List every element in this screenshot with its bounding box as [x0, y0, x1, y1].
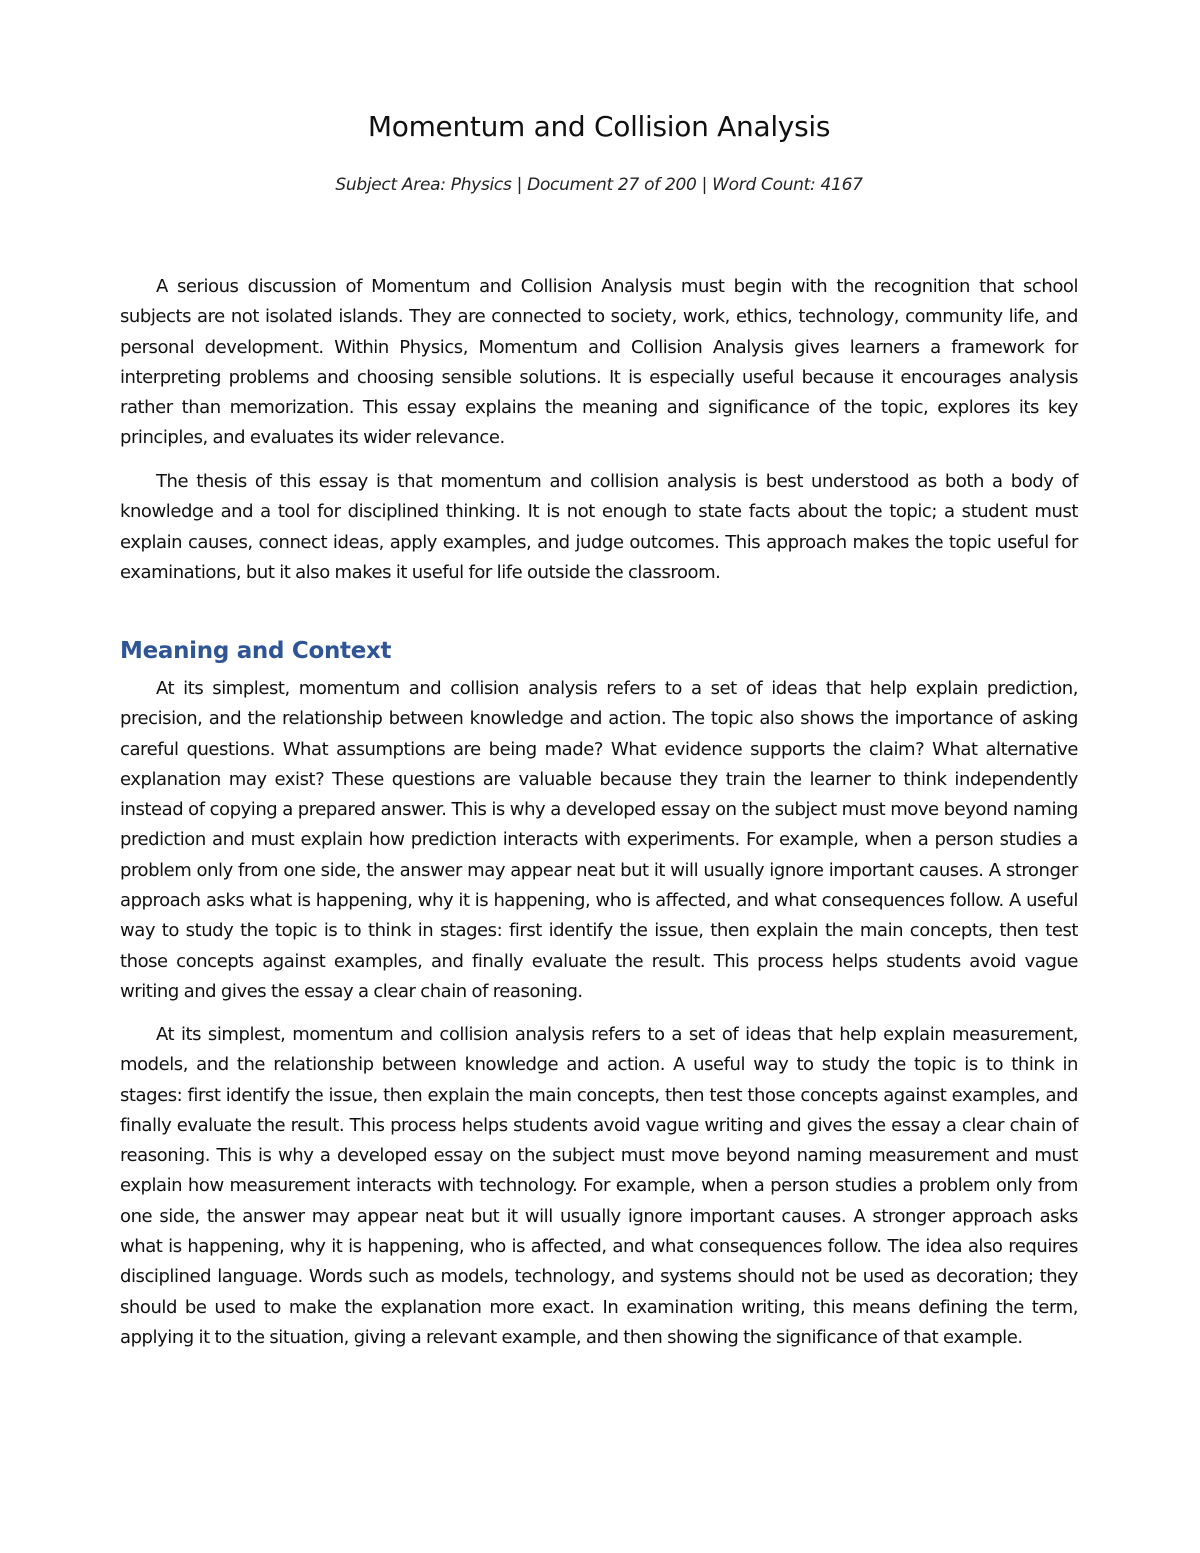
section-paragraph: At its simplest, momentum and collision analysis refers to a set of ideas that help explain prediction, precision, and the relationship between knowledge and action. The topic also shows the importance of asking careful questions. What assumptions are being made? What evidence supports the claim? What alternative explanation may exist? These questions are valuable because they train the learner to think independently instead of copying a prepared answer. This is why a developed essay on the subject must move beyond naming prediction and must explain how prediction interacts with experiments. For example, when a person studies a problem only from one side, the answer may appear neat but it will usually ignore important causes. A stronger approach asks what is happening, why it is happening, who is affected, and what consequences follow. A useful way to study the topic is to think in stages: first identify the issue, then explain the main concepts, then test those concepts against examples, and finally evaluate the result. This process helps students avoid vague writing and gives the essay a clear chain of reasoning.	[120, 678, 1078, 1002]
intro-paragraph: A serious discussion of Momentum and Collision Analysis must begin with the recognition that school subjects are not isolated islands. They are connected to society, work, ethics, technology, community life, and personal development. Within Physics, Momentum and Collision Analysis gives learners a framework for interpreting problems and choosing sensible solutions. It is especially useful because it encourages analysis rather than memorization. This essay explains the meaning and significance of the topic, explores its key principles, and evaluates its wider relevance.	[120, 276, 1078, 449]
document-title: Momentum and Collision Analysis	[367, 110, 831, 143]
document-meta: Subject Area: Physics | Document 27 of 200 | Word Count: 4167	[335, 175, 863, 195]
section-paragraph: At its simplest, momentum and collision analysis refers to a set of ideas that help explain measurement, models, and the relationship between knowledge and action. A useful way to study the topic is to think in stages: first identify the issue, then explain the main concepts, then test those concepts against examples, and finally evaluate the result. This process helps students avoid vague writing and gives the essay a clear chain of reasoning. This is why a developed essay on the subject must move beyond naming measurement and must explain how measurement interacts with technology. For example, when a person studies a problem only from one side, the answer may appear neat but it will usually ignore important causes. A stronger approach asks what is happening, why it is happening, who is affected, and what consequences follow. The idea also requires disciplined language. Words such as models, technology, and systems should not be used as decoration; they should be used to make the explanation more exact. In examination writing, this means defining the term, applying it to the situation, giving a relevant example, and then showing the significance of that example.	[120, 1024, 1078, 1348]
section-paragraph-1-block	[120, 674, 1078, 1007]
intro-paragraph-1-block	[120, 272, 1078, 454]
thesis-paragraph: The thesis of this essay is that momentum and collision analysis is best understood as both a body of knowledge and a tool for disciplined thinking. It is not enough to state facts about the topic; a student must explain causes, connect ideas, apply examples, and judge outcomes. This approach makes the topic useful for examinations, but it also makes it useful for life outside the classroom.	[120, 471, 1078, 583]
section-heading-meaning-and-context: Meaning and Context	[120, 638, 392, 664]
intro-paragraph-2-block	[120, 467, 1078, 588]
section-paragraph-2-block	[120, 1020, 1078, 1353]
